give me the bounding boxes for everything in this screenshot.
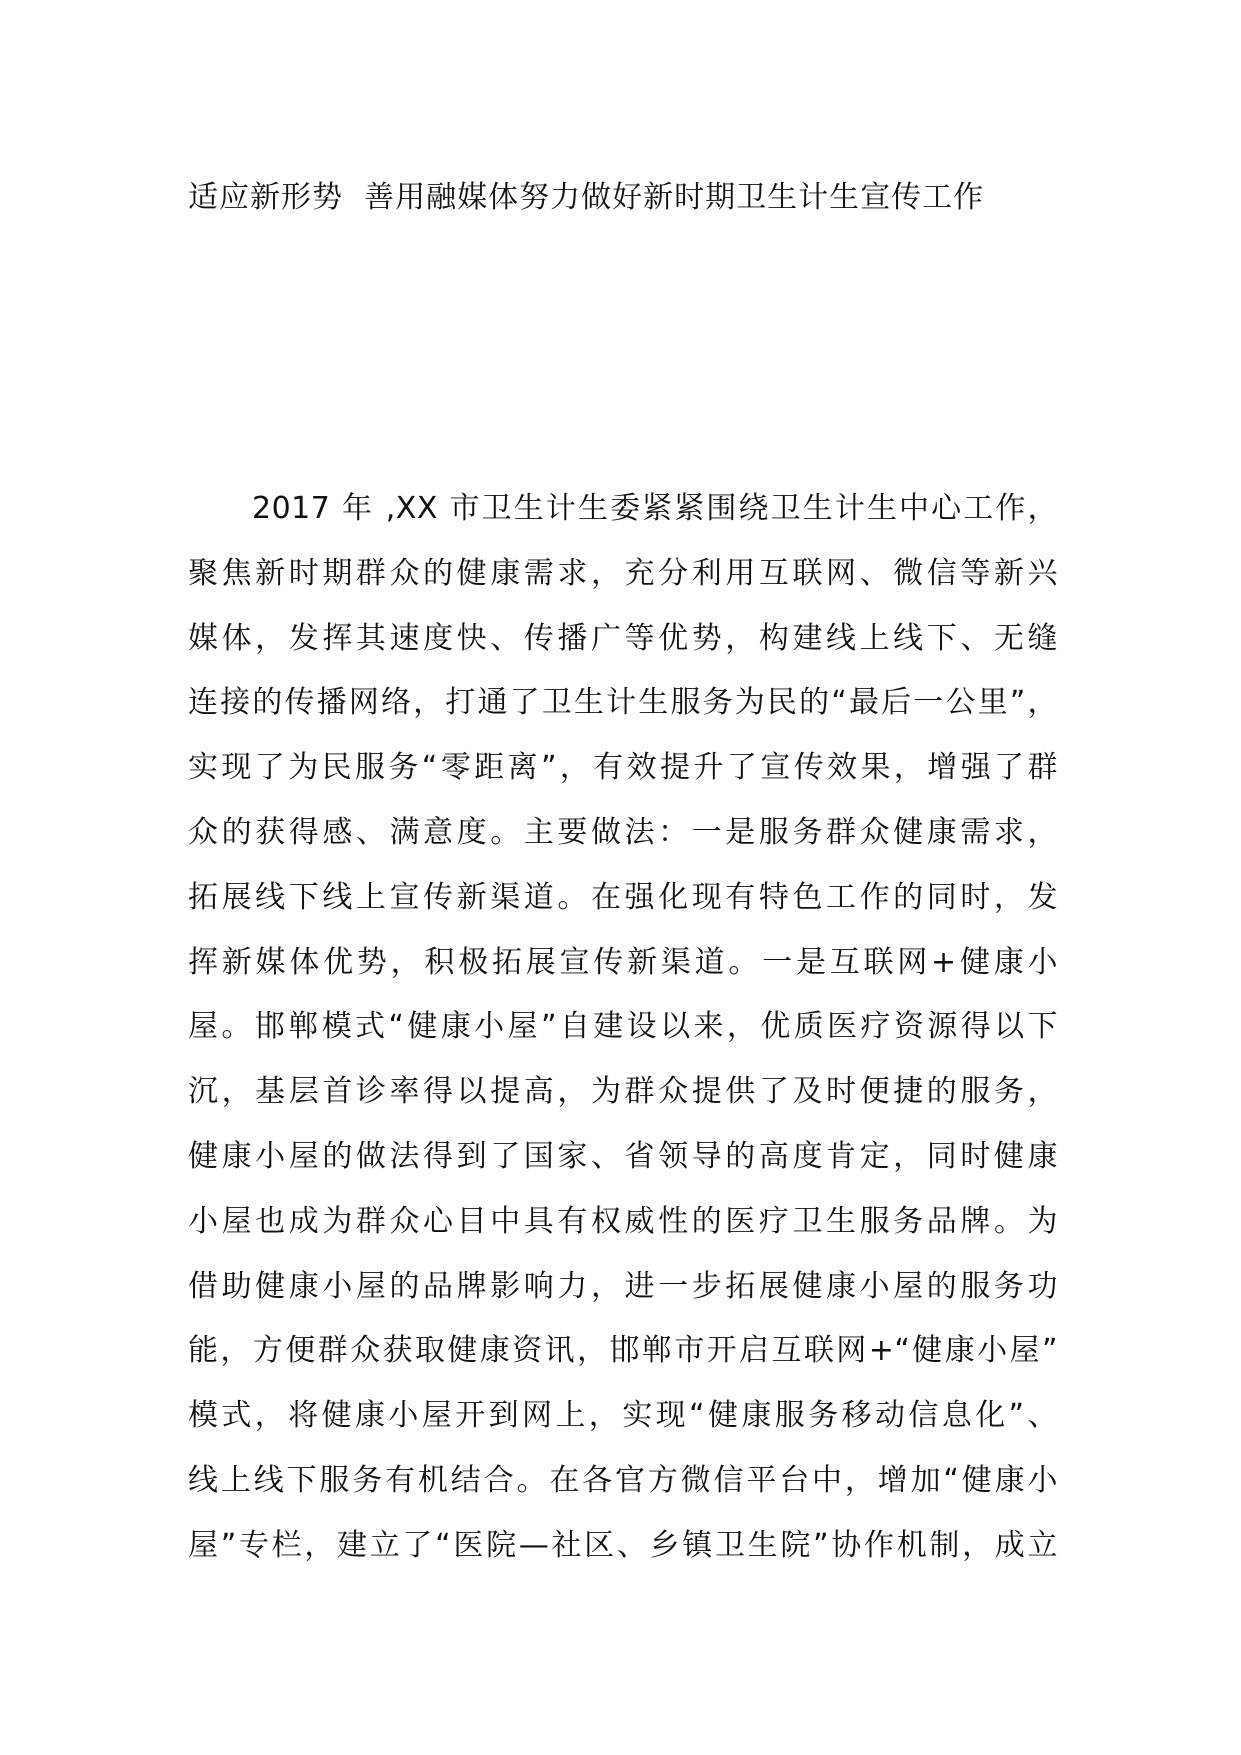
- paragraph-line: 沉，基层首诊率得以提高，为群众提供了及时便捷的服务，: [188, 1074, 1058, 1110]
- paragraph-line: 挥新媒体优势，积极拓展宣传新渠道。一是互联网+健康小: [188, 944, 1058, 980]
- paragraph-line: 能，方便群众获取健康资讯，邯郸市开启互联网+“健康小屋”: [188, 1333, 1058, 1369]
- document-title: 适应新形势 善用融媒体努力做好新时期卫生计生宣传工作: [188, 180, 985, 215]
- paragraph-line: 借助健康小屋的品牌影响力，进一步拓展健康小屋的服务功: [188, 1268, 1058, 1304]
- paragraph-line: 聚焦新时期群众的健康需求，充分利用互联网、微信等新兴: [188, 555, 1058, 591]
- paragraph-line: 屋。邯郸模式“健康小屋”自建设以来，优质医疗资源得以下: [188, 1009, 1058, 1045]
- paragraph-line: 媒体，发挥其速度快、传播广等优势，构建线上线下、无缝: [188, 620, 1058, 656]
- paragraph-line: 众的获得感、满意度。主要做法：一是服务群众健康需求，: [188, 814, 1058, 850]
- paragraph-line: 屋”专栏，建立了“医院—社区、乡镇卫生院”协作机制，成立: [188, 1527, 1058, 1563]
- paragraph-line: 连接的传播网络，打通了卫生计生服务为民的“最后一公里”，: [188, 685, 1058, 721]
- paragraph-line: 模式，将健康小屋开到网上，实现“健康服务移动信息化”、: [188, 1398, 1058, 1434]
- paragraph-line: 2017 年 ,XX 市卫生计生委紧紧围绕卫生计生中心工作，: [252, 491, 1058, 526]
- paragraph-line: 拓展线下线上宣传新渠道。在强化现有特色工作的同时，发: [188, 879, 1058, 915]
- paragraph-line: 小屋也成为群众心目中具有权威性的医疗卫生服务品牌。为: [188, 1203, 1058, 1239]
- paragraph-line: 实现了为民服务“零距离”，有效提升了宣传效果，增强了群: [188, 750, 1058, 786]
- body-paragraph: [188, 477, 1058, 1579]
- paragraph-line: 健康小屋的做法得到了国家、省领导的高度肯定，同时健康: [188, 1138, 1058, 1174]
- paragraph-line: 线上线下服务有机结合。在各官方微信平台中，增加“健康小: [188, 1462, 1058, 1498]
